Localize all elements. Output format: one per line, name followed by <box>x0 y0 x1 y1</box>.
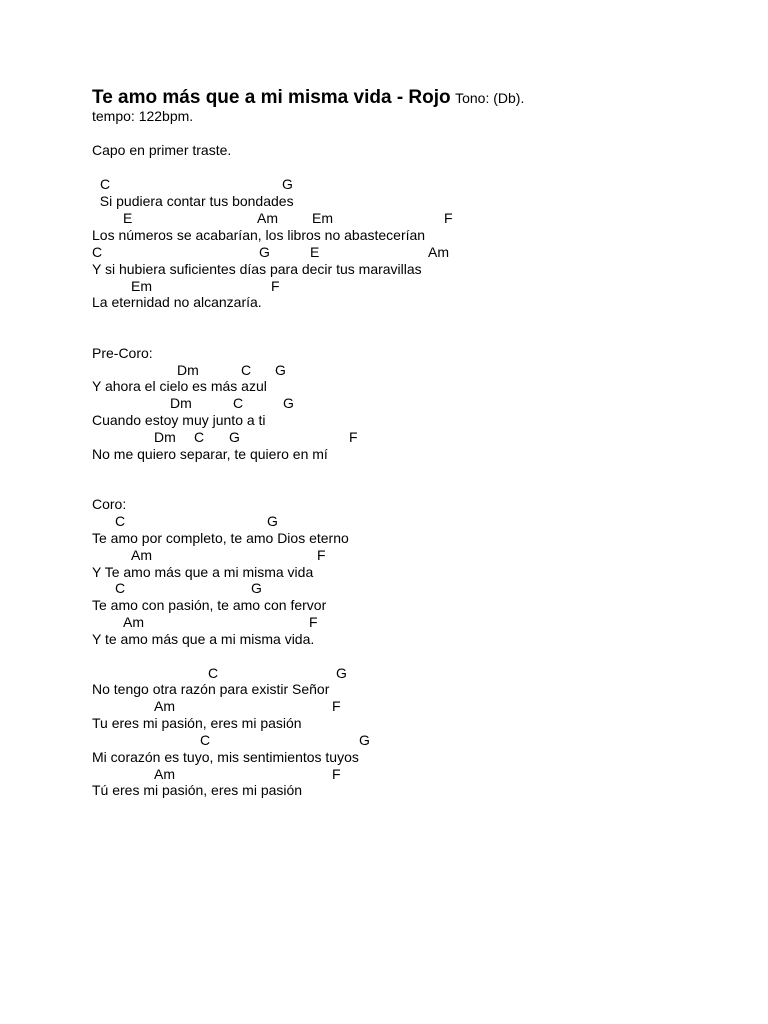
section-label-coro: Coro: <box>92 496 127 512</box>
chord: Am <box>123 614 144 630</box>
chord: E <box>310 244 320 260</box>
title-line <box>92 87 524 110</box>
chord: C <box>100 176 111 192</box>
chord: F <box>271 278 280 294</box>
chord: Dm <box>177 362 199 378</box>
chord: G <box>259 244 270 260</box>
chord: C <box>208 665 219 681</box>
chord: G <box>359 732 370 748</box>
lyric-line: Te amo por completo, te amo Dios eterno <box>92 530 349 546</box>
tempo-line: tempo: 122bpm. <box>92 108 194 124</box>
chord: G <box>336 665 347 681</box>
chord: Am <box>428 244 449 260</box>
song-key: Tono: (Db). <box>455 90 525 106</box>
chord: G <box>251 580 262 596</box>
lyric-line: No tengo otra razón para existir Señor <box>92 681 330 697</box>
lyric-line: La eternidad no alcanzaría. <box>92 294 262 310</box>
chord: Em <box>312 210 333 226</box>
lyric-line: Y te amo más que a mi misma vida. <box>92 631 315 647</box>
lyric-line: Tú eres mi pasión, eres mi pasión <box>92 782 303 798</box>
chord: E <box>123 210 133 226</box>
chord: F <box>317 547 326 563</box>
chord: Am <box>131 547 152 563</box>
chord: G <box>267 513 278 529</box>
chord: C <box>115 513 126 529</box>
chord: G <box>229 429 240 445</box>
lyric-line: Tu eres mi pasión, eres mi pasión <box>92 715 302 731</box>
lyric-line: No me quiero separar, te quiero en mí <box>92 446 328 462</box>
chord: C <box>233 395 244 411</box>
lyric-line: Y ahora el cielo es más azul <box>92 378 267 394</box>
lyric-line: Mi corazón es tuyo, mis sentimientos tuyos <box>92 749 359 765</box>
chord: G <box>275 362 286 378</box>
chord: Am <box>257 210 278 226</box>
chord: Am <box>154 766 175 782</box>
chord: Dm <box>170 395 192 411</box>
lyric-line: Y si hubiera suficientes días para decir tus maravillas <box>92 261 422 277</box>
lyric-line: Los números se acabarían, los libros no abastecerían <box>92 227 426 243</box>
chord: F <box>349 429 358 445</box>
chord: Dm <box>154 429 176 445</box>
chord: G <box>282 176 293 192</box>
chord: C <box>92 244 103 260</box>
chord: F <box>309 614 318 630</box>
chord: Em <box>131 278 152 294</box>
lyric-text: Si pudiera contar tus bondades <box>99 193 294 209</box>
chord: C <box>241 362 252 378</box>
lyric-line: Y Te amo más que a mi misma vida <box>92 564 314 580</box>
chord: G <box>283 395 294 411</box>
chord: C <box>194 429 205 445</box>
chord: F <box>444 210 453 226</box>
chord: C <box>115 580 126 596</box>
chord: F <box>332 766 341 782</box>
lyric-line <box>92 193 294 210</box>
chord: F <box>332 698 341 714</box>
song-title: Te amo más que a mi misma vida - Rojo <box>92 87 451 108</box>
chord: C <box>200 732 211 748</box>
lyric-line: Te amo con pasión, te amo con fervor <box>92 597 327 613</box>
chord: Am <box>154 698 175 714</box>
section-label-precoro: Pre-Coro: <box>92 345 153 361</box>
lyric-line: Cuando estoy muy junto a ti <box>92 412 266 428</box>
capo-line: Capo en primer traste. <box>92 142 232 158</box>
